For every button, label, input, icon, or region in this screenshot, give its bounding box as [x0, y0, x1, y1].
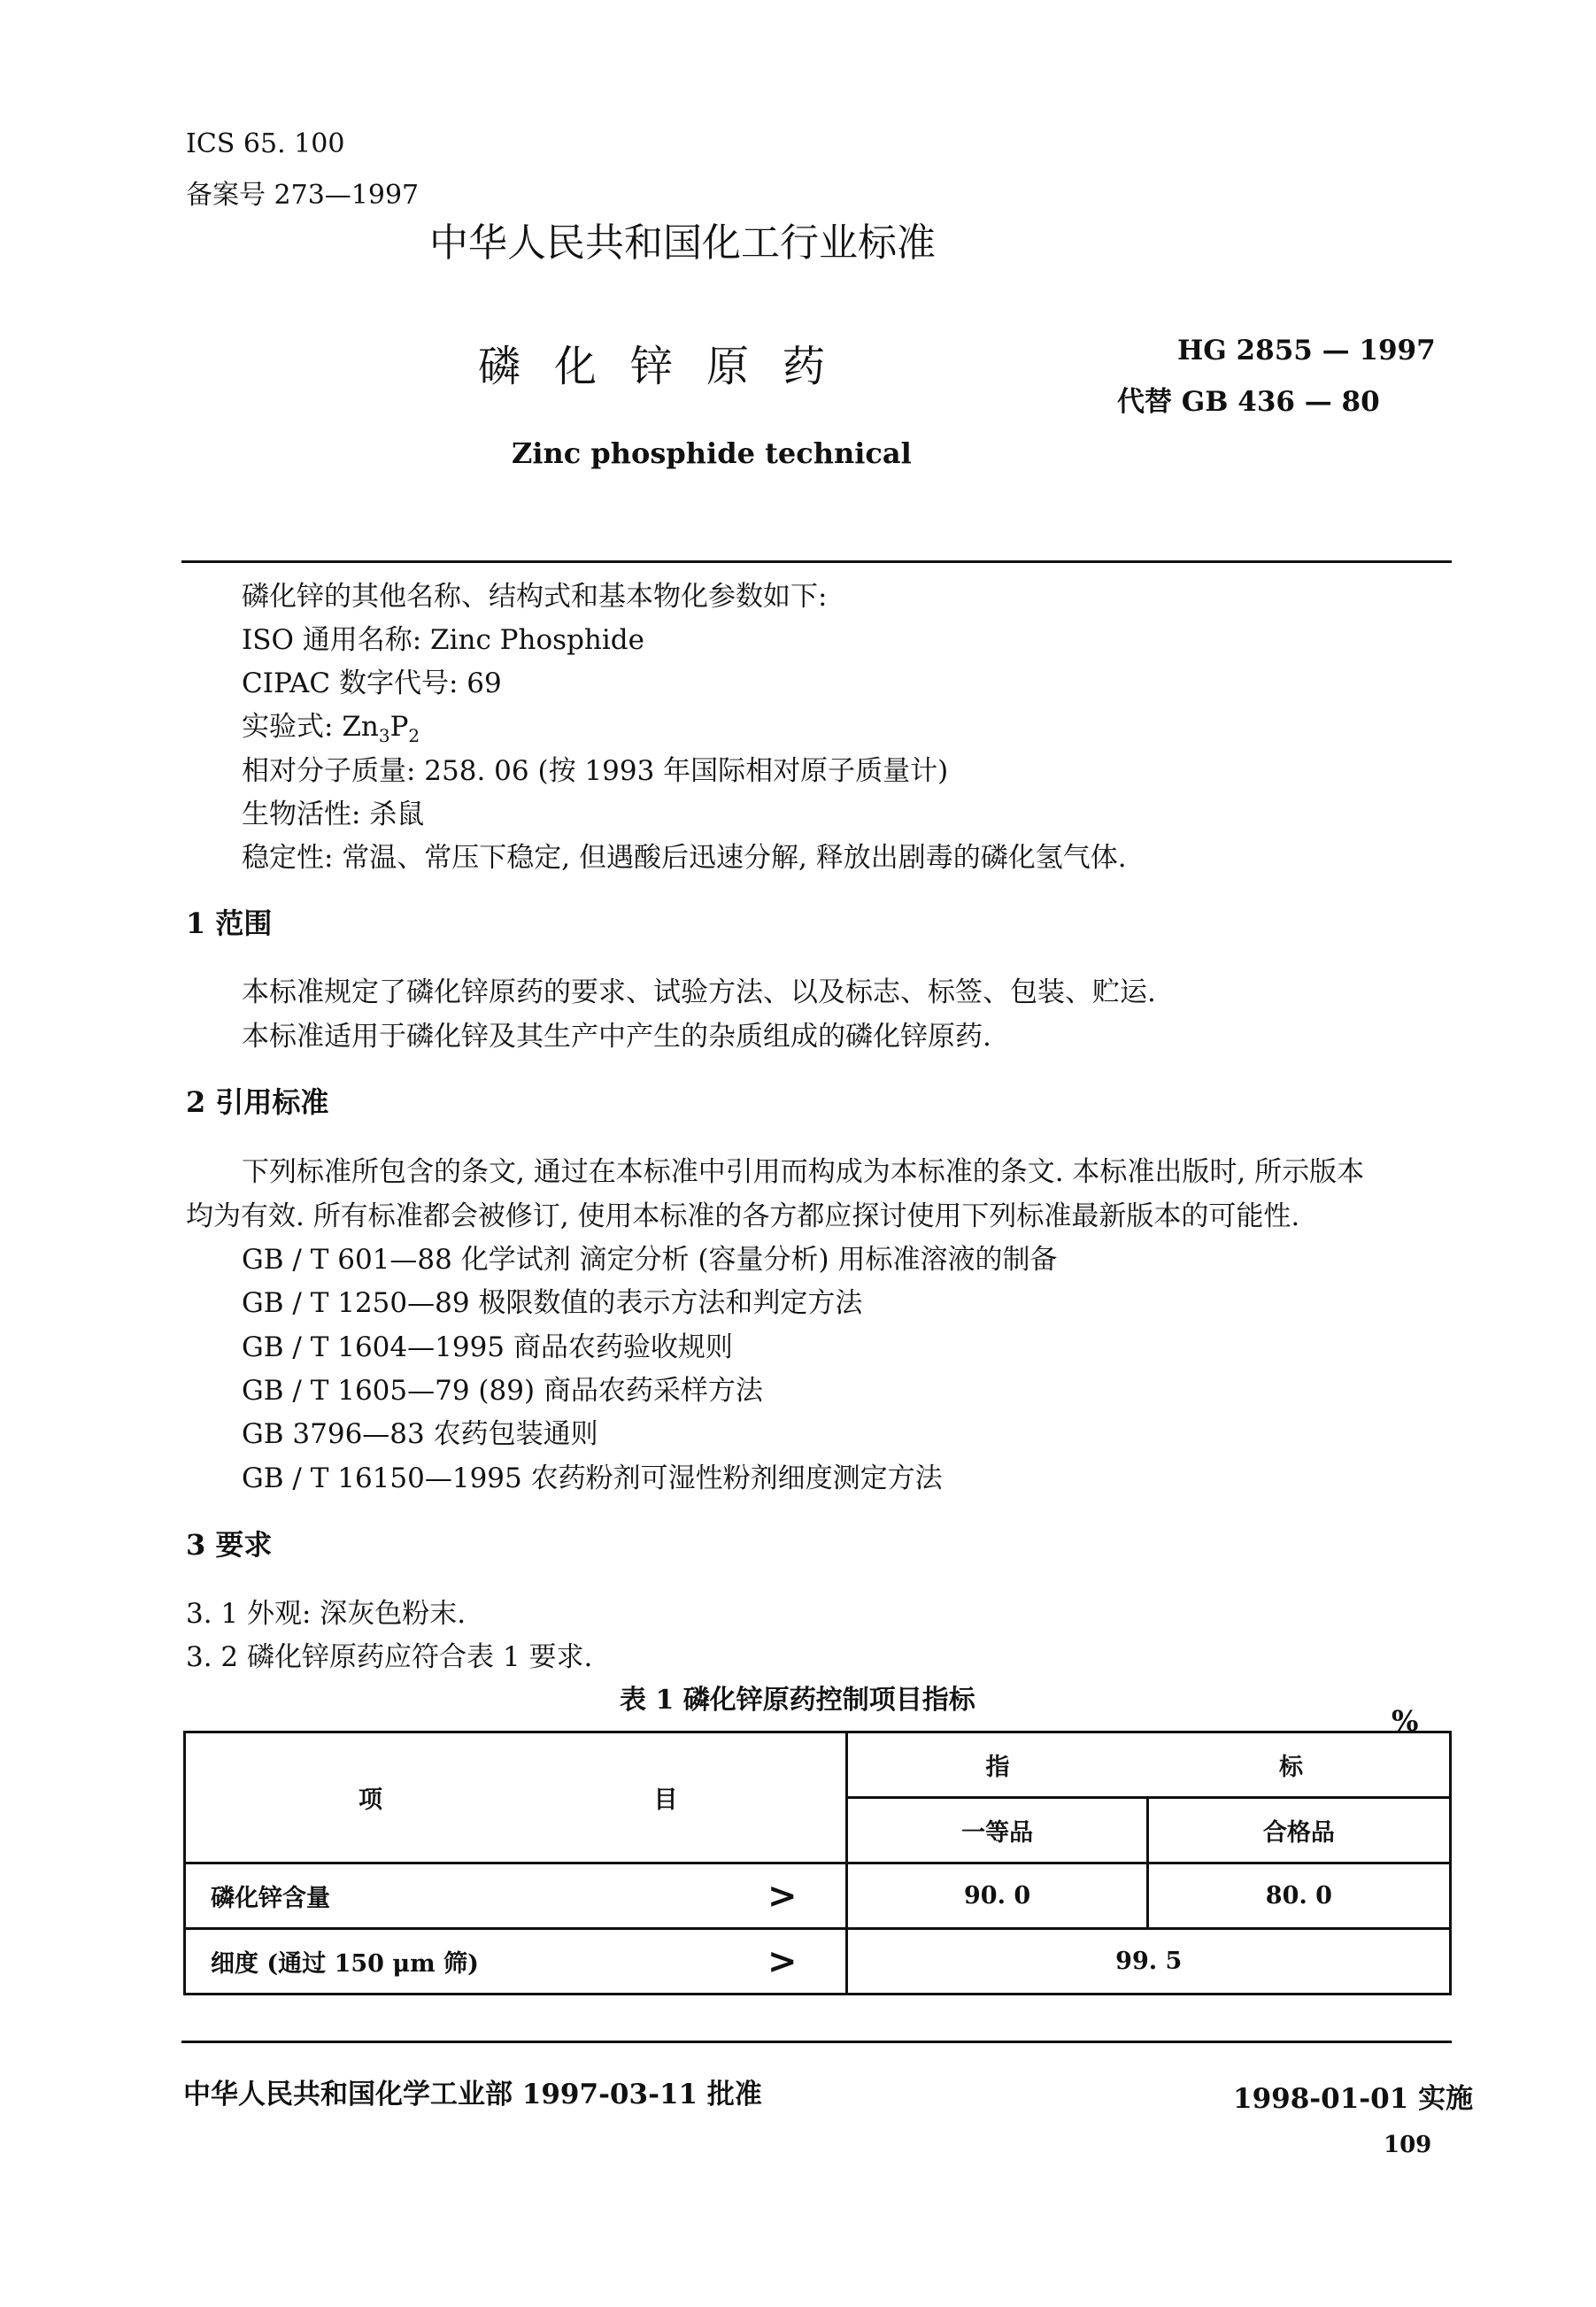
formula-label: 实验式:: [242, 711, 343, 743]
bio-activity: 生物活性: 杀鼠: [242, 799, 425, 830]
row-operator: >: [767, 1941, 798, 1982]
section-3-1: 3. 1 外观: 深灰色粉末.: [186, 1598, 466, 1630]
formula-sub-3: 3: [378, 725, 390, 747]
table-header-row: [185, 1732, 1451, 1798]
reference-item: GB / T 1604—1995 商品农药验收规则: [242, 1331, 733, 1363]
section-2-para-1: 下列标准所包含的条文, 通过在本标准中引用而构成为本标准的条文. 本标准出版时, 所示版本: [242, 1156, 1365, 1188]
formula-sub-2: 2: [408, 725, 420, 747]
table-row: [185, 1863, 1451, 1929]
row-item-cell: [185, 1929, 847, 1995]
cipac-code: CIPAC 数字代号: 69: [242, 667, 502, 699]
header-item-cell: [185, 1732, 847, 1863]
reference-item: GB / T 601—88 化学试剂 滴定分析 (容量分析) 用标准溶液的制备: [242, 1244, 1058, 1276]
section-1-title: 1 范围: [186, 907, 273, 940]
approval-line: 中华人民共和国化学工业部 1997-03-11 批准: [183, 2079, 762, 2110]
row-value-merged: 99. 5: [847, 1929, 1451, 1995]
reference-item: GB / T 1250—89 极限数值的表示方法和判定方法: [242, 1287, 863, 1319]
section-2-para-2: 均为有效. 所有标准都会被修订, 使用本标准的各方都应探讨使用下列标准最新版本的可能性.: [186, 1200, 1300, 1232]
formula-zn: Zn: [342, 711, 379, 743]
header-index-a: 指: [985, 1754, 1010, 1781]
requirements-table: [183, 1731, 1452, 1995]
header-item-a: 项: [359, 1786, 382, 1814]
row-item-cell: [185, 1863, 847, 1929]
bottom-divider: [181, 2041, 1452, 2043]
row-name: 细度 (通过 150 μm 筛): [211, 1950, 479, 1978]
row-name: 磷化锌含量: [211, 1885, 330, 1912]
header-item-b: 目: [653, 1786, 678, 1814]
reference-item: GB / T 16150—1995 农药粉剂可湿性粉剂细度测定方法: [242, 1462, 943, 1494]
section-1-para-1: 本标准规定了磷化锌原药的要求、试验方法、以及标志、标签、包装、贮运.: [242, 976, 1156, 1008]
reference-item: GB 3796—83 农药包装通则: [242, 1418, 598, 1450]
page-number: 109: [1384, 2132, 1432, 2158]
section-3-title: 3 要求: [186, 1528, 273, 1562]
row-operator: >: [767, 1875, 798, 1917]
grade-first-class: 一等品: [847, 1798, 1147, 1863]
row-value-first: 90. 0: [847, 1863, 1147, 1929]
standard-body-title: 中华人民共和国化工行业标准: [429, 220, 936, 266]
grade-qualified: 合格品: [1147, 1798, 1450, 1863]
section-2-title: 2 引用标准: [186, 1085, 329, 1119]
molecular-mass: 相对分子质量: 258. 06 (按 1993 年国际相对原子质量计): [242, 755, 949, 787]
ics-code: ICS 65. 100: [186, 128, 345, 159]
document-title: 磷化锌原药: [478, 342, 860, 391]
replaces-code: 代替 GB 436 — 80: [1117, 386, 1380, 418]
table-caption: 表 1 磷化锌原药控制项目指标: [620, 1685, 975, 1716]
reference-item: GB / T 1605—79 (89) 商品农药采样方法: [242, 1375, 763, 1407]
header-index-b: 标: [1279, 1754, 1303, 1781]
filing-number: 备案号 273—1997: [186, 180, 420, 211]
intro-lead: 磷化锌的其他名称、结构式和基本物化参数如下:: [242, 581, 828, 613]
table-unit: %: [1392, 1704, 1419, 1738]
english-title: Zinc phosphide technical: [512, 436, 912, 470]
header-index-cell: [847, 1732, 1451, 1798]
standard-code: HG 2855 — 1997: [1177, 335, 1436, 366]
stability: 稳定性: 常温、常压下稳定, 但遇酸后迅速分解, 释放出剧毒的磷化氢气体.: [242, 842, 1127, 874]
empirical-formula: [242, 704, 420, 746]
formula-p: P: [389, 711, 409, 743]
row-value-qualified: 80. 0: [1147, 1863, 1450, 1929]
table-row: [185, 1929, 1451, 1995]
iso-name: ISO 通用名称: Zinc Phosphide: [242, 624, 644, 656]
effective-date: 1998-01-01 实施: [1233, 2083, 1474, 2115]
section-1-para-2: 本标准适用于磷化锌及其生产中产生的杂质组成的磷化锌原药.: [242, 1021, 991, 1053]
top-divider: [181, 560, 1452, 563]
section-3-2: 3. 2 磷化锌原药应符合表 1 要求.: [186, 1641, 593, 1673]
